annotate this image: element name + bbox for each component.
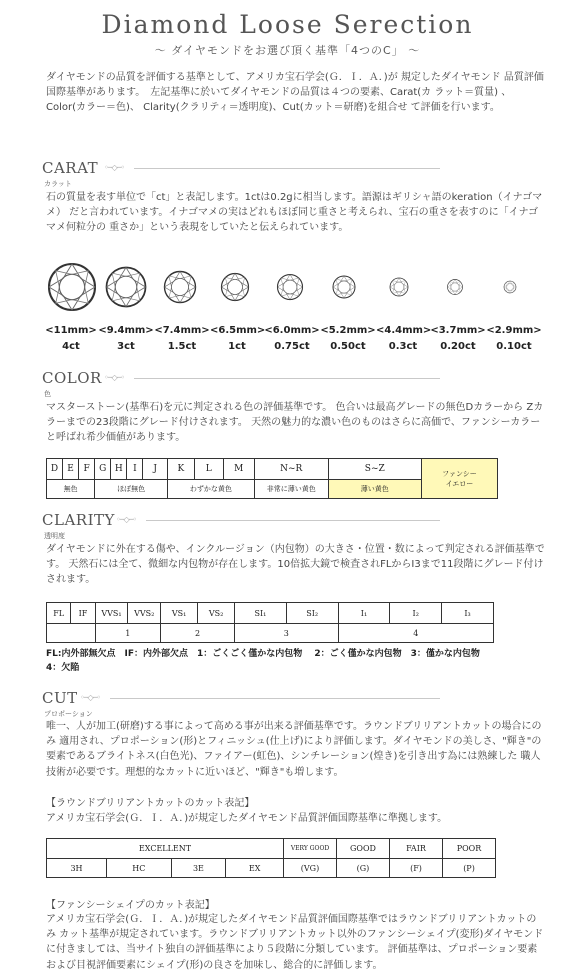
color-grade-cell: N~R [254, 459, 328, 480]
cut-poor-cell: POOR [443, 839, 496, 859]
color-grade-cell: F [79, 459, 95, 480]
color-grade-cell: S~Z [328, 459, 421, 480]
diamond-0-75ct-icon [278, 275, 303, 300]
carat-subtitle: カラット [44, 180, 72, 188]
color-title: COLOR [42, 369, 102, 387]
clarity-legend [46, 647, 546, 675]
color-grade-cell: G [95, 459, 111, 480]
clarity-group-cell: 1 [95, 624, 161, 643]
color-grade-cell: J [143, 459, 168, 480]
clarity-group-cell: 2 [161, 624, 235, 643]
cut-f-sub-cell: (F) [390, 859, 443, 878]
carat-mm-label: <4.4mm> [376, 325, 432, 336]
clarity-title: CLARITY [42, 511, 115, 529]
carat-ct-label: 4ct [62, 341, 80, 352]
carat-mm-label: <7.4mm> [154, 325, 210, 336]
cut-ex-sub-cell: EX [226, 859, 284, 878]
ornament-icon: ◦─◇─◦ [104, 163, 125, 172]
intro-text: ダイヤモンドの品質を評価する基準として、アメリカ宝石学会(Ｇ．Ｉ．Ａ．)が 規定したダイヤモンド 品質評価国際基準があります。 左記基準に於いてダイヤモンドの品質は４つの要素、Carat(カ ラット＝質量) 、Color(カラー＝色)、 Clarity(クラリティ＝透明度)、Cut(カット＝研磨)を組合せ て評価を行います。 [46, 72, 544, 114]
clarity-group-cell: 3 [235, 624, 339, 643]
clarity-divider [146, 520, 440, 521]
diamond-0-3ct-icon [390, 278, 408, 296]
diamond-size-row [46, 262, 530, 312]
clarity-grade-cell: VS₂ [198, 603, 235, 624]
color-text: マスターストーン(基準石)を元に判定される色の評価基準です。 色合いは最高グレードの無色Dカラーから Zカラーまでの23段階にグレード付けされます。 天然の魅力的な濃い色のものはさらに高価で、ファンシーカラーと呼ばれ希少価値があります。 [46, 402, 544, 444]
color-grade-cell: L [194, 459, 223, 480]
cut-title: CUT [42, 689, 78, 707]
cut-fair-cell: FAIR [390, 839, 443, 859]
clarity-grade-cell: VVS₂ [128, 603, 161, 624]
cut-g-sub-cell: (G) [337, 859, 390, 878]
color-grade-table [46, 458, 498, 499]
color-group-cell: 無色 [47, 480, 95, 499]
clarity-grade-cell: SI₁ [235, 603, 287, 624]
cut-ex-sub-cell: 3H [47, 859, 107, 878]
carat-mm-label: <6.0mm> [264, 325, 320, 336]
color-group-cell: ほぼ無色 [95, 480, 168, 499]
ornament-icon: ◦─◇─◦ [116, 515, 137, 524]
carat-mm-label: <9.4mm> [98, 325, 154, 336]
cut-text: 唯一、人が加工(研磨)する事によって高める事が出来る評価基準です。ラウンドブリリアントカットの場合にのみ 適用され、プロポーション(形)とフィニッシュ(仕上げ)により評価します。ダイヤモンドの美しさ、"輝き"の 要素であるブライトネス(白色光)、ファイアー(虹色)、シンチレーション(煌き)を引き出す為には熟練した 職人技術が必要です。理想的なカットに近いほど、"輝き"も増します。 [46, 721, 542, 778]
carat-ct-label: 0.10ct [496, 341, 532, 352]
clarity-grade-cell: SI₂ [286, 603, 338, 624]
fancy-cut-heading: 【ファンシーシェイプのカット表記】 [46, 900, 215, 911]
clarity-grade-table [46, 602, 494, 643]
color-divider [134, 378, 440, 379]
diamond-1-5ct-icon [165, 272, 196, 303]
ornament-icon: ◦─◇─◦ [104, 373, 125, 382]
clarity-grade-cell: I₁ [338, 603, 390, 624]
clarity-grade-cell: I₂ [390, 603, 442, 624]
carat-ct-label: 1ct [228, 341, 246, 352]
cut-subtitle: プロポーション [44, 710, 93, 718]
diamond-size-icons [46, 262, 530, 312]
carat-mm-label: <2.9mm> [486, 325, 542, 336]
color-grade-cell: M [223, 459, 254, 480]
ornament-icon: ◦─◇─◦ [80, 693, 101, 702]
carat-ct-label: 1.5ct [167, 341, 197, 352]
round-cut-text: アメリカ宝石学会(Ｇ．Ｉ．Ａ．)が規定したダイヤモンド品質評価国際基準に準拠します。 [46, 813, 448, 824]
cut-good-cell: GOOD [337, 839, 390, 859]
carat-text: 石の質量を表す単位で「ct」と表記します。1ctは0.2gに相当します。語源はギリシャ語のkeration（イナゴマメ） だと言われています。イナゴマメの実はどれもほぼ同じ重さと考えられ、宝石の重さを表すのに「イナゴマメ何粒分の 重さか」という表現をしていたと伝えられています。 [46, 192, 543, 234]
cut-very-good-cell: VERY GOOD [284, 839, 337, 859]
carat-ct-label: 0.20ct [440, 341, 476, 352]
carat-mm-label: <5.2mm> [320, 325, 376, 336]
clarity-subtitle: 透明度 [44, 532, 65, 540]
cut-p-sub-cell: (P) [443, 859, 496, 878]
clarity-group-cell: 4 [338, 624, 493, 643]
clarity-grade-cell: IF [71, 603, 95, 624]
clarity-legend-line: 4：欠陥 [46, 663, 80, 673]
fancy-cut-text: アメリカ宝石学会(Ｇ．Ｉ．Ａ．)が規定したダイヤモンド品質評価国際基準ではラウンドブリリアントカットのみ カット基準が規定されています。ラウンドブリリアントカット以外のファンシーシェイプ(変形)ダイヤモンド に付きましては、当サイト独自の評価基準により５段階に分類しています。 評価基準は、プロポーション要素および目視評価要素にシェイプ(形)の良さを加味し、総合的に評価します。 [46, 914, 544, 971]
clarity-grade-cell: FL [47, 603, 71, 624]
diamond-0-50ct-icon [333, 276, 355, 298]
color-group-cell: わずかな黄色 [168, 480, 255, 499]
cut-ex-sub-cell: HC [106, 859, 171, 878]
carat-ct-label: 0.50ct [330, 341, 366, 352]
color-grade-cell: H [111, 459, 127, 480]
color-grade-cell: D [47, 459, 63, 480]
cut-excellent-cell: EXCELLENT [47, 839, 284, 859]
clarity-grade-cell: I₃ [442, 603, 494, 624]
clarity-legend-line: FL:内外部無欠点 IF：内外部欠点 1：ごくごく僅かな内包物 2：ごく僅かな内包物 3：僅かな内包物 [46, 649, 480, 659]
cut-vg-sub-cell: (VG) [284, 859, 337, 878]
carat-mm-label: <11mm> [45, 325, 97, 336]
page-subtitle: ～ ダイヤモンドをお選び頂く基準「4つのC」 ～ [154, 44, 421, 57]
carat-ct-label: 0.75ct [274, 341, 310, 352]
carat-mm-label: <3.7mm> [430, 325, 486, 336]
clarity-text: ダイヤモンドに外在する傷や、インクルージョン（内包物）の大きさ・位置・数によって判定される評価基準です。 天然石には全て、微細な内包物が存在します。10倍拡大鏡で検査されFLからI3まで11段階にグレード付けされます。 [46, 544, 545, 586]
color-grade-cell: I [127, 459, 143, 480]
color-grade-cell: E [63, 459, 79, 480]
diamond-0-20ct-icon [448, 280, 463, 295]
carat-mm-label: <6.5mm> [210, 325, 266, 336]
carat-ct-label: 3ct [117, 341, 135, 352]
carat-divider [134, 168, 440, 169]
clarity-grade-cell: VVS₁ [95, 603, 128, 624]
carat-title: CARAT [42, 159, 99, 177]
clarity-group-cell [47, 624, 96, 643]
diamond-3ct-icon [107, 268, 146, 307]
cut-grade-table [46, 838, 496, 878]
color-fancy-yellow-cell: ファンシー イエロー [421, 459, 497, 499]
color-group-cell: 非常に薄い黄色 [254, 480, 328, 499]
cut-ex-sub-cell: 3E [171, 859, 226, 878]
color-group-cell: 薄い黄色 [328, 480, 421, 499]
cut-divider [110, 698, 440, 699]
color-subtitle: 色 [44, 390, 51, 398]
diamond-4ct-icon [49, 264, 95, 310]
diamond-1ct-icon [222, 274, 249, 301]
diamond-0-10ct-icon [504, 281, 516, 293]
color-grade-cell: K [168, 459, 195, 480]
round-cut-heading: 【ラウンドブリリアントカットのカット表記】 [46, 798, 255, 809]
carat-ct-label: 0.3ct [388, 341, 418, 352]
page-title: Diamond Loose Serection [101, 10, 474, 39]
clarity-grade-cell: VS₁ [161, 603, 198, 624]
